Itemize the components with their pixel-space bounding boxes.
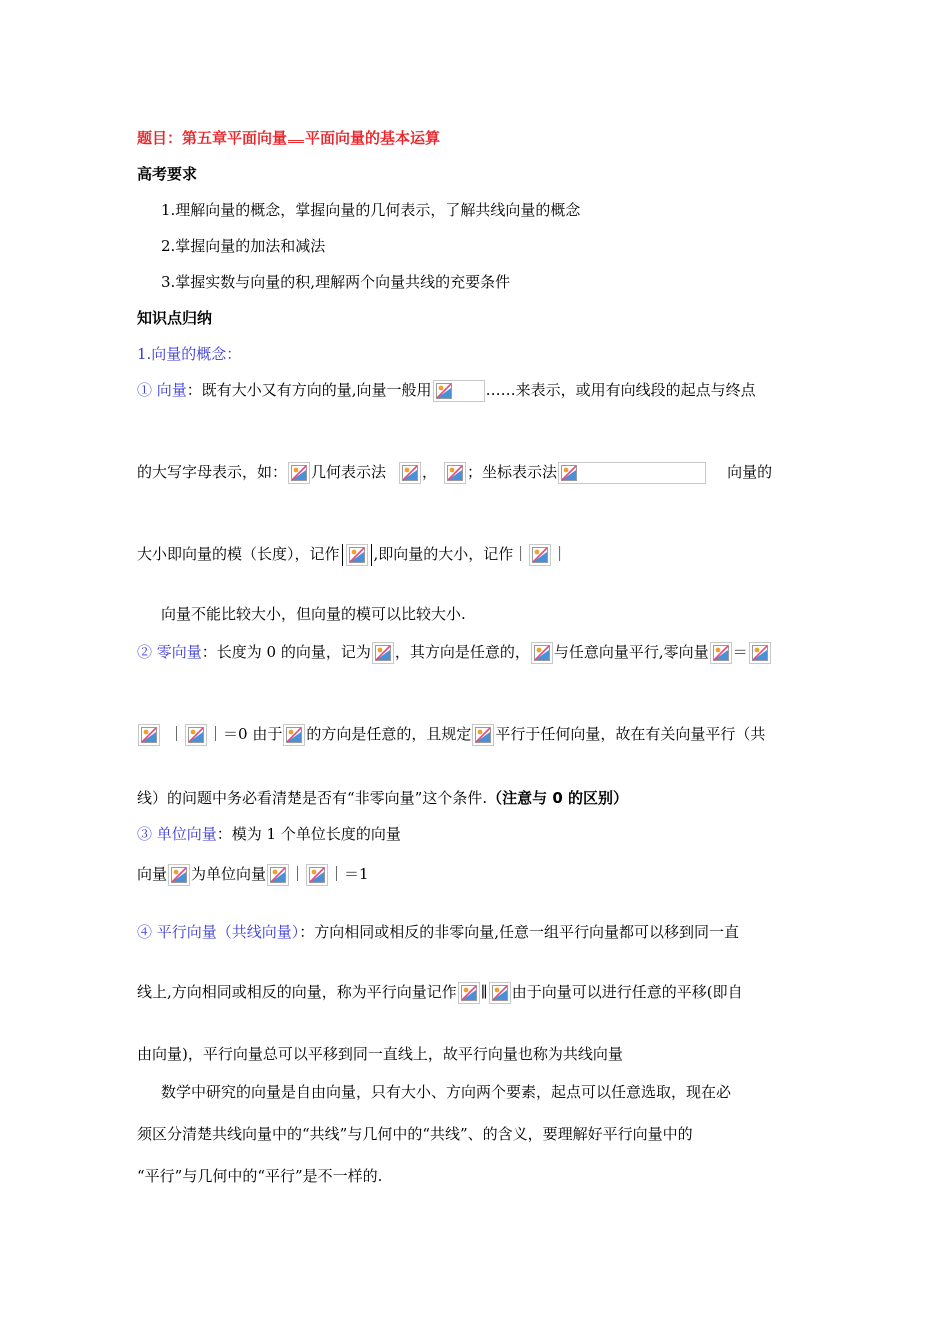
zero-text: ｜＝0	[208, 725, 248, 743]
parallel-line-3	[137, 1044, 623, 1064]
requirement-item: 1.理解向量的概念，掌握向量的几何表示，了解共线向量的概念	[161, 201, 581, 219]
vector-text: ：既有大小又有方向的量,向量一般用	[186, 381, 432, 399]
image-icon	[472, 724, 494, 746]
zero-text: 的方向是任意的，且规定	[306, 725, 472, 743]
image-icon	[283, 724, 305, 746]
abs-bar	[342, 544, 343, 566]
zero-text: ，其方向是任意的，	[394, 643, 530, 661]
requirement-item: 2.掌握向量的加法和减法	[161, 237, 326, 255]
page-title	[137, 128, 440, 148]
parallel-symbol: ∥	[480, 983, 488, 1001]
image-icon	[558, 462, 706, 484]
vector-line-3	[137, 544, 567, 566]
image-icon	[710, 642, 732, 664]
zero-text: 由于	[247, 725, 283, 743]
closing-line-1: 数学中研究的向量是自由向量，只有大小、方向两个要素，起点可以任意选取，现在必	[161, 1083, 732, 1101]
image-icon	[185, 724, 207, 746]
closing-line-3: “平行”与几何中的“平行”是不一样的.	[137, 1167, 383, 1185]
image-icon	[399, 462, 421, 484]
vector-text: 几何表示法	[311, 463, 387, 481]
vector-text: ……来表示，或用有向线段的起点与终点	[485, 381, 756, 399]
image-icon	[433, 380, 485, 402]
unit-text: ｜＝1	[329, 865, 369, 883]
image-icon	[346, 544, 368, 566]
zero-label: ② 零向量	[137, 643, 202, 661]
dash-mark	[288, 134, 304, 143]
parallel-text: 记作	[426, 983, 457, 1001]
vector-label: ① 向量	[137, 381, 187, 399]
parallel-line-1	[137, 922, 739, 942]
abs-bar	[371, 544, 372, 566]
vector-text: ｜	[552, 545, 568, 563]
unit-text: ｜	[290, 865, 306, 883]
zero-text: ＝	[732, 643, 748, 661]
parallel-label: ④ 平行向量（共线向量）	[137, 923, 300, 941]
vector-note: 向量不能比较大小，但向量的模可以比较大小.	[161, 605, 466, 623]
zero-line-3	[137, 788, 628, 808]
zero-text: 线）的问题中务必看清楚是否有“非零向量”这个条件.	[137, 789, 488, 807]
image-icon	[288, 462, 310, 484]
image-icon	[749, 642, 771, 664]
unit-text: 为单位向量	[191, 865, 267, 883]
image-icon	[372, 642, 394, 664]
unit-text: 向量	[137, 865, 168, 883]
unit-line-2	[137, 864, 369, 886]
parallel-text: 由向量)，平行向量总可以平移到同一直线上，故平行向量也称为共线向量	[137, 1045, 623, 1063]
zero-line-2	[137, 724, 765, 746]
image-icon	[138, 724, 160, 746]
parallel-text: 由于向量可以进行任意的平移(即自	[511, 983, 743, 1001]
knowledge-heading: 知识点归纳	[137, 309, 213, 327]
zero-note: （注意与 0 的区别）	[487, 789, 628, 807]
zero-line-1	[137, 642, 772, 664]
title-suffix: 平面向量的基本运算	[305, 129, 441, 147]
vector-line-1	[137, 380, 756, 402]
zero-text: 平行于任何向量，故在有关向量平行（共	[495, 725, 766, 743]
image-icon	[168, 864, 190, 886]
vector-text: 向量的	[727, 463, 773, 481]
requirement-item: 3.掌握实数与向量的积,理解两个向量共线的充要条件	[161, 273, 511, 291]
image-icon	[444, 462, 466, 484]
image-icon	[458, 982, 480, 1004]
vector-text: ,即向量的大小，记作｜	[373, 545, 529, 563]
vector-text: 大小即向量的模（长度），记作	[137, 545, 340, 563]
parallel-text: 线上,方向相同或相反的向量，称为平行向量	[137, 983, 427, 1001]
image-icon	[267, 864, 289, 886]
vector-text: ，	[422, 463, 438, 481]
vector-text: ；坐标表示法	[467, 463, 558, 481]
title-prefix: 题目：第五章平面向量	[137, 129, 288, 147]
vector-text: 的大写字母表示，如：	[137, 463, 288, 481]
requirements-heading: 高考要求	[137, 165, 198, 183]
image-icon	[529, 544, 551, 566]
parallel-text: ：方向相同或相反的非零向量,任意一组平行向量都可以移到同一直	[299, 923, 740, 941]
unit-text: ：模为 1 个单位长度的向量	[216, 825, 401, 843]
section1-heading: 1.向量的概念：	[137, 345, 242, 363]
parallel-line-2	[137, 982, 743, 1004]
closing-line-2: 须区分清楚共线向量中的“共线”与几何中的“共线”、的含义，要理解好平行向量中的	[137, 1125, 693, 1143]
zero-text: 与任意向量平行,零向量	[553, 643, 709, 661]
unit-label: ③ 单位向量	[137, 825, 217, 843]
zero-text: ｜	[169, 725, 185, 743]
image-icon	[489, 982, 511, 1004]
image-icon	[306, 864, 328, 886]
image-icon	[531, 642, 553, 664]
zero-text: ：长度为 0 的向量，记为	[201, 643, 371, 661]
vector-line-2	[137, 462, 772, 484]
unit-line-1	[137, 824, 401, 844]
